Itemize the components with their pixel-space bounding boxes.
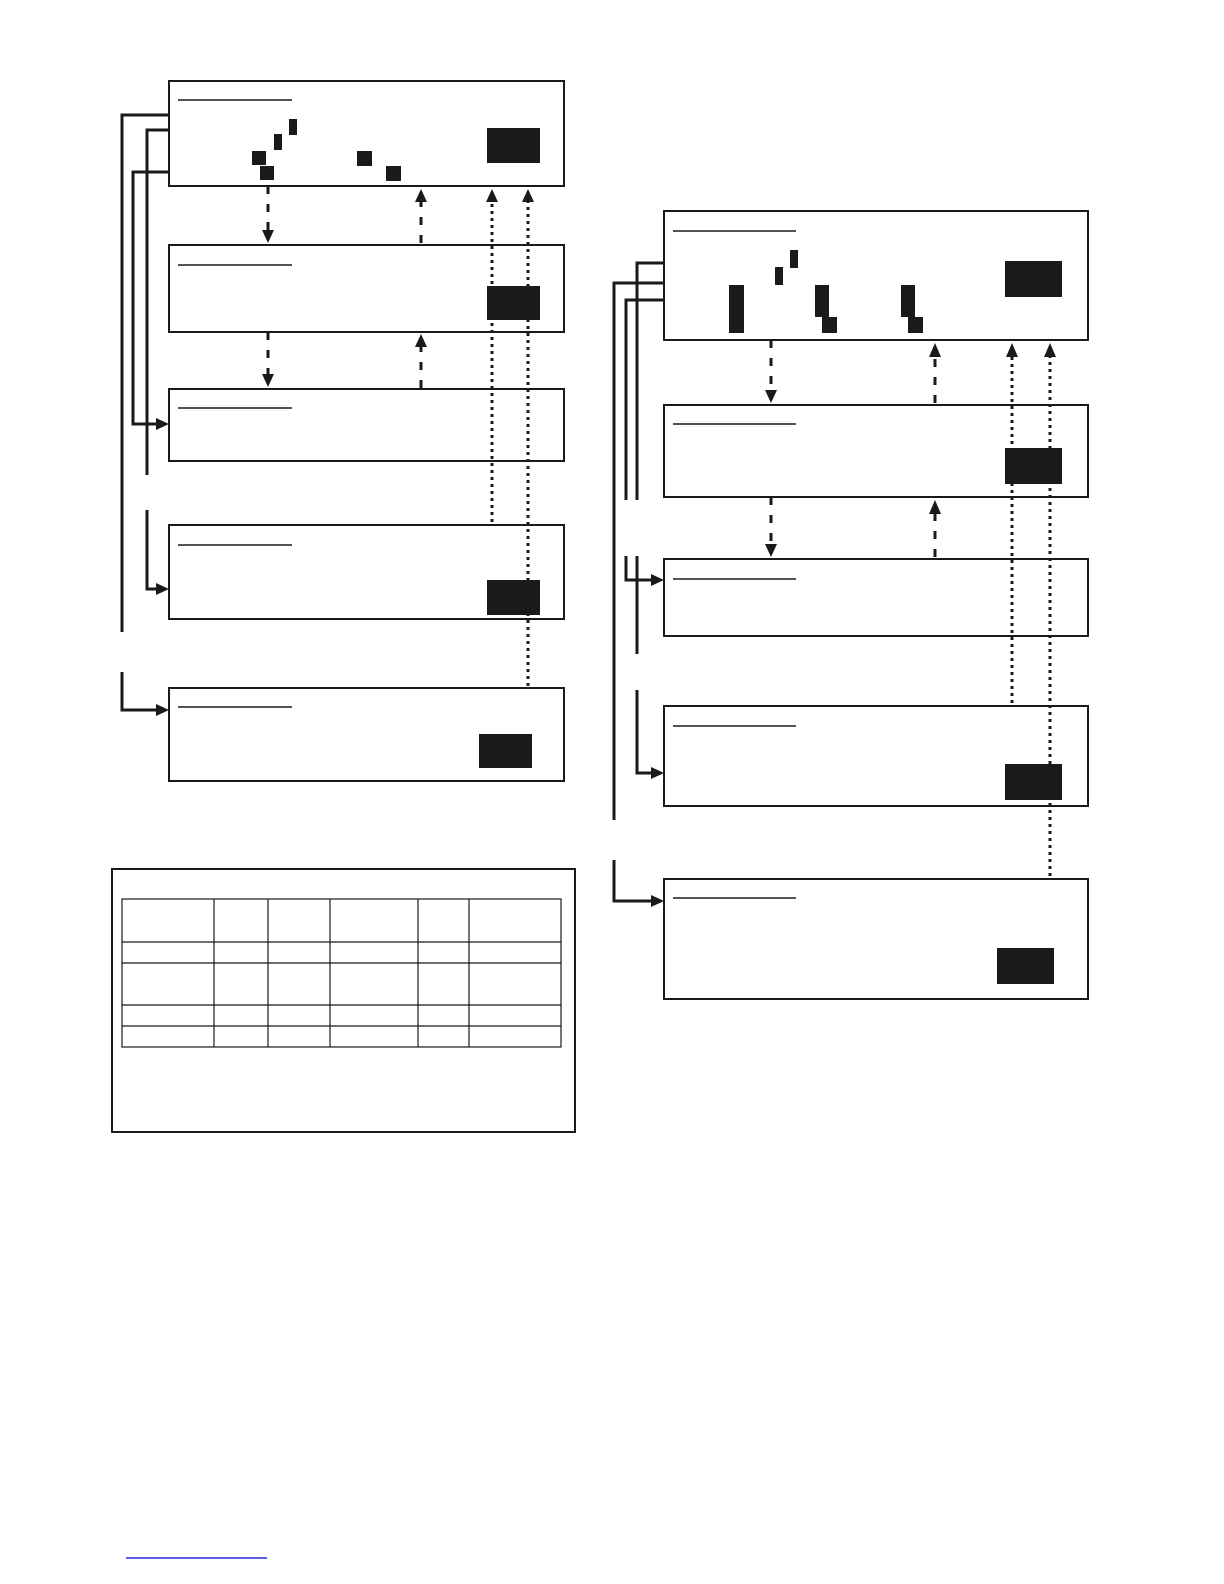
up-arrow	[415, 189, 427, 243]
legend-panel	[112, 869, 575, 1132]
right-flow	[614, 211, 1088, 999]
down-arrow	[262, 332, 274, 387]
screen-box-r3	[664, 559, 1088, 636]
digit-block	[357, 151, 372, 166]
screen-box-l5	[169, 688, 564, 781]
screen-box-r2	[664, 405, 1088, 497]
value-display-box	[1005, 261, 1062, 297]
screen-box-l4	[169, 525, 564, 619]
value-display-box	[997, 948, 1054, 984]
digit-block	[901, 285, 915, 317]
branch-line	[147, 510, 169, 595]
branch-line	[637, 690, 664, 779]
cursor-mark	[289, 119, 297, 135]
screen-box-r4	[664, 706, 1088, 806]
value-display-box	[1005, 764, 1062, 800]
screen-box-l2	[169, 245, 564, 332]
branch-line	[626, 300, 664, 500]
cursor-mark	[274, 134, 282, 150]
branch-line	[614, 860, 664, 907]
left-flow	[122, 81, 564, 781]
digit-block	[729, 285, 744, 333]
branch-line	[133, 172, 169, 430]
screen-box-l3	[169, 389, 564, 461]
digit-block	[908, 317, 923, 333]
digit-block	[252, 151, 266, 165]
down-arrow	[765, 340, 777, 403]
value-display-box	[479, 734, 532, 768]
up-arrow	[415, 334, 427, 388]
screen-box-l1	[169, 81, 564, 186]
up-arrow	[929, 343, 941, 403]
digit-block	[260, 166, 274, 180]
legend-table	[122, 899, 561, 1047]
value-display-box	[487, 128, 540, 163]
cursor-mark	[790, 250, 798, 268]
screen-box-r5	[664, 879, 1088, 999]
dotted-return-path	[1006, 343, 1018, 703]
screen-box-r1	[664, 211, 1088, 340]
cursor-mark	[775, 267, 783, 285]
branch-line	[122, 672, 169, 716]
digit-block	[815, 285, 829, 317]
value-display-box	[487, 580, 540, 615]
branch-line	[614, 283, 664, 820]
down-arrow	[765, 497, 777, 557]
down-arrow	[262, 186, 274, 243]
value-display-box	[1005, 448, 1062, 484]
digit-block	[822, 317, 837, 333]
up-arrow	[929, 500, 941, 557]
value-display-box	[487, 286, 540, 320]
dotted-return-path	[486, 189, 498, 522]
digit-block	[386, 166, 401, 181]
branch-line	[626, 556, 664, 586]
